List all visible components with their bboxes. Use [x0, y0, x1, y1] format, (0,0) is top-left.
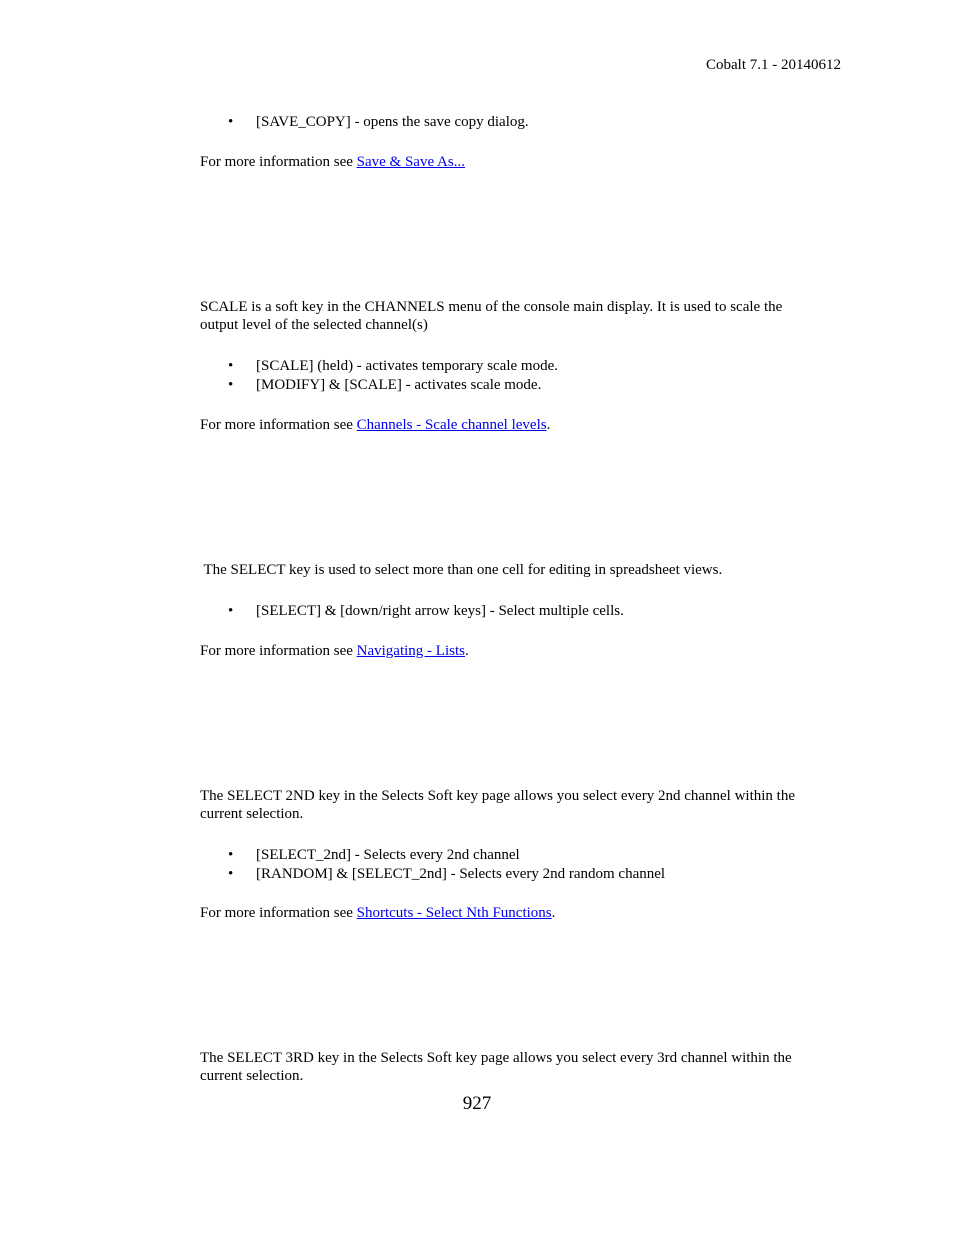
list-item-text: [RANDOM] & [SELECT_2nd] - Selects every 2nd random channel [256, 866, 666, 882]
bullet-icon: • [228, 114, 234, 130]
list-item [228, 357, 558, 375]
list-item [228, 376, 541, 394]
list-item-text: [SAVE_COPY] - opens the save copy dialog. [256, 114, 529, 130]
link-shortcuts-select-nth-functions[interactable]: Shortcuts - Select Nth Functions [356, 905, 552, 921]
list-item [228, 846, 520, 864]
select-2nd-description: The SELECT 2ND key in the Selects Soft key page allows you select every 2nd channel within the current selection. [200, 788, 795, 822]
bullet-icon: • [228, 377, 234, 393]
list-item-text: [SCALE] (held) - activates temporary scale mode. [256, 358, 558, 374]
more-info-suffix: . [546, 417, 551, 433]
link-save-and-save-as[interactable]: Save & Save As... [356, 154, 465, 170]
more-info-prefix: For more information see [200, 417, 357, 433]
bullet-icon: • [228, 358, 234, 374]
bullet-icon: • [228, 603, 234, 619]
more-info-line [200, 153, 830, 171]
more-info-suffix: . [464, 643, 469, 659]
select-3rd-description: The SELECT 3RD key in the Selects Soft key page allows you select every 3rd channel within the current selection. [200, 1050, 792, 1084]
list-item [228, 113, 529, 131]
link-channels-scale-channel-levels[interactable]: Channels - Scale channel levels [356, 417, 547, 433]
more-info-suffix: . [551, 905, 556, 921]
list-item [228, 602, 624, 620]
more-info-line [200, 904, 830, 922]
select-description: The SELECT key is used to select more than one cell for editing in spreadsheet views. [200, 562, 723, 578]
bullet-icon: • [228, 847, 234, 863]
list-item-text: [SELECT_2nd] - Selects every 2nd channel [256, 847, 520, 863]
document-version-header: Cobalt 7.1 - 20140612 [706, 57, 841, 73]
more-info-prefix: For more information see [200, 154, 357, 170]
list-item-text: [MODIFY] & [SCALE] - activates scale mode. [256, 377, 542, 393]
list-item [228, 865, 665, 883]
more-info-line [200, 642, 830, 660]
page-number: 927 [462, 1093, 492, 1114]
scale-description: SCALE is a soft key in the CHANNELS menu of the console main display. It is used to scale the output level of the selected channel(s) [200, 299, 783, 333]
more-info-line [200, 416, 830, 434]
list-item-text: [SELECT] & [down/right arrow keys] - Select multiple cells. [256, 603, 624, 619]
link-navigating-lists[interactable]: Navigating - Lists [356, 643, 465, 659]
bullet-icon: • [228, 866, 234, 882]
more-info-prefix: For more information see [200, 905, 357, 921]
more-info-prefix: For more information see [200, 643, 357, 659]
